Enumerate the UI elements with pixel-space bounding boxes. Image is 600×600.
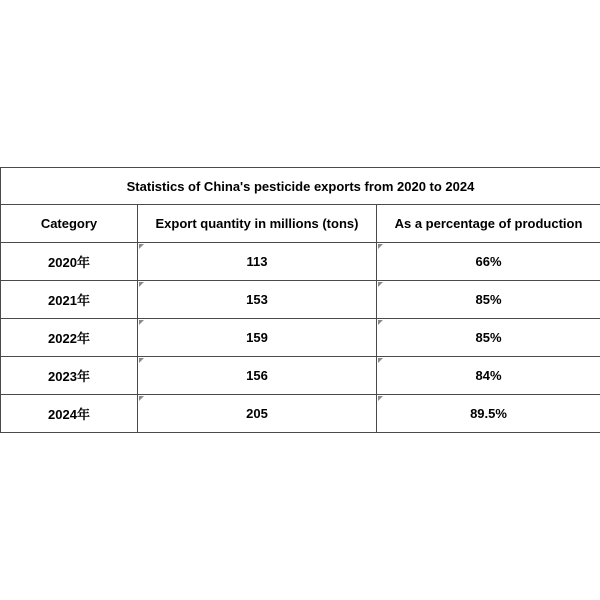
cell-corner-marker bbox=[139, 244, 144, 249]
cell-category: 2022年 bbox=[1, 319, 138, 357]
table-row bbox=[1, 357, 600, 395]
cell-percentage bbox=[377, 357, 600, 395]
cell-corner-marker bbox=[378, 320, 383, 325]
cell-value: 205 bbox=[246, 406, 268, 421]
cell-percentage bbox=[377, 281, 600, 319]
cell-corner-marker bbox=[378, 358, 383, 363]
cell-percentage bbox=[377, 395, 600, 433]
table-row bbox=[1, 281, 600, 319]
column-header-category: Category bbox=[1, 205, 138, 243]
cell-corner-marker bbox=[378, 396, 383, 401]
cell-export-quantity bbox=[138, 281, 377, 319]
table-header-row bbox=[1, 205, 600, 243]
cell-corner-marker bbox=[139, 320, 144, 325]
cell-percentage bbox=[377, 243, 600, 281]
cell-value: 89.5% bbox=[470, 406, 507, 421]
cell-export-quantity bbox=[138, 243, 377, 281]
cell-category: 2020年 bbox=[1, 243, 138, 281]
cell-export-quantity bbox=[138, 395, 377, 433]
cell-corner-marker bbox=[378, 244, 383, 249]
table-title-row bbox=[1, 168, 600, 205]
column-header-export-quantity: Export quantity in millions (tons) bbox=[138, 205, 377, 243]
pesticide-exports-table bbox=[0, 167, 600, 433]
cell-category: 2021年 bbox=[1, 281, 138, 319]
cell-corner-marker bbox=[139, 282, 144, 287]
cell-value: 113 bbox=[246, 254, 268, 269]
table-row bbox=[1, 243, 600, 281]
cell-export-quantity bbox=[138, 319, 377, 357]
cell-value: 66% bbox=[475, 254, 502, 269]
cell-value: 156 bbox=[246, 368, 268, 383]
cell-corner-marker bbox=[378, 282, 383, 287]
statistics-table-container bbox=[0, 167, 600, 433]
cell-value: 153 bbox=[246, 292, 268, 307]
cell-corner-marker bbox=[139, 396, 144, 401]
cell-export-quantity bbox=[138, 357, 377, 395]
cell-category: 2023年 bbox=[1, 357, 138, 395]
table-title: Statistics of China's pesticide exports from 2020 to 2024 bbox=[1, 168, 600, 205]
cell-value: 159 bbox=[246, 330, 268, 345]
cell-percentage bbox=[377, 319, 600, 357]
cell-value: 85% bbox=[475, 292, 502, 307]
table-row bbox=[1, 319, 600, 357]
cell-value: 84% bbox=[475, 368, 502, 383]
cell-corner-marker bbox=[139, 358, 144, 363]
table-row bbox=[1, 395, 600, 433]
cell-value: 85% bbox=[475, 330, 502, 345]
column-header-percentage: As a percentage of production bbox=[377, 205, 600, 243]
cell-category: 2024年 bbox=[1, 395, 138, 433]
